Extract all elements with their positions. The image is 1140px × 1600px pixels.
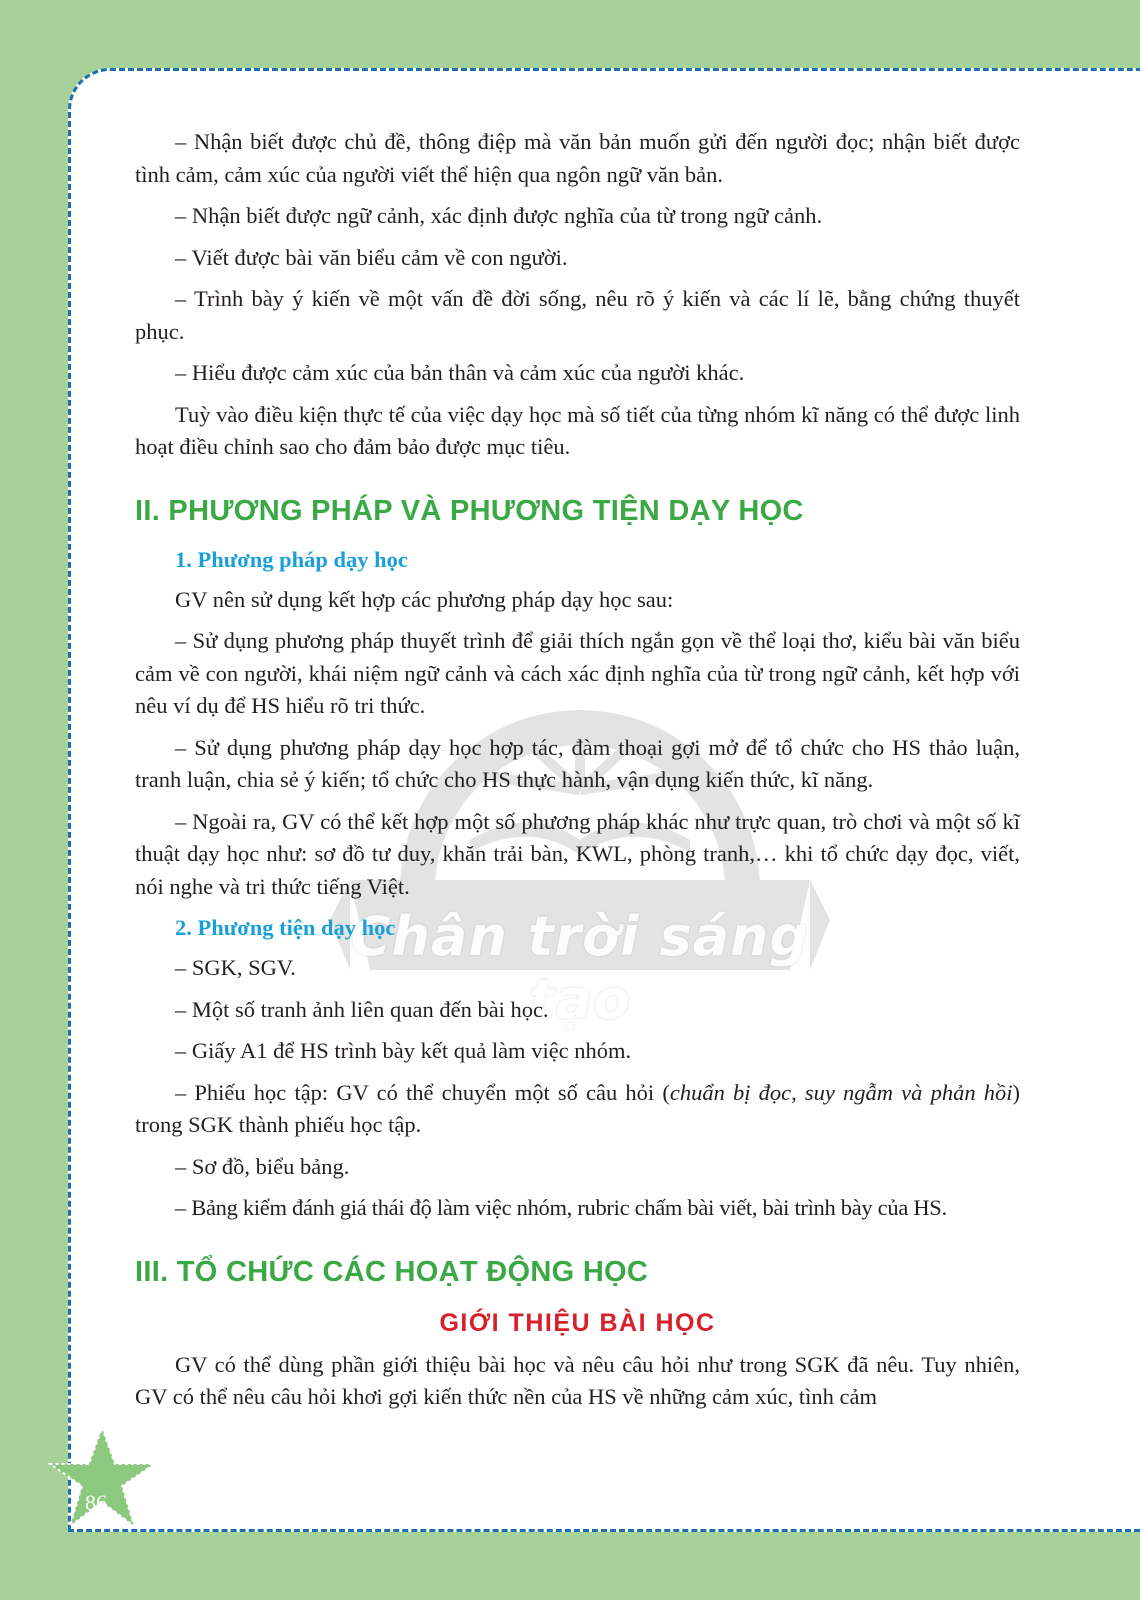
flexibility-note: Tuỳ vào điều kiện thực tế của việc dạy học mà số tiết của từng nhóm kĩ năng có thể được linh hoạt điều chỉnh sao cho đảm bảo được mục tiêu.: [135, 401, 1020, 459]
materials-subheading: 2. Phương tiện dạy học: [175, 915, 396, 940]
material-item: – Một số tranh ảnh liên quan đến bài học.: [175, 996, 549, 1022]
worksheet-text-italic: chuẩn bị đọc, suy ngẫm và phản hồi: [669, 1079, 1013, 1105]
objective-bullet-1: – Nhận biết được chủ đề, thông điệp mà văn bản muốn gửi đến người đọc; nhận biết được tình cảm, cảm xúc của người viết thể hiện qua ngôn ngữ văn bản.: [135, 129, 1020, 187]
objective-bullet-5: – Hiểu được cảm xúc của bản thân và cảm xúc của người khác.: [175, 360, 745, 385]
intro-heading: GIỚI THIỆU BÀI HỌC: [439, 1308, 716, 1337]
page-content: [135, 126, 1020, 1423]
methods-subheading: 1. Phương pháp dạy học: [175, 546, 408, 572]
method-item: – Sử dụng phương pháp dạy học hợp tác, đàm thoại gợi mở để tổ chức cho HS thảo luận, tranh luận, chia sẻ ý kiến; tổ chức cho HS thực hành, vận dụng kiến thức, kĩ năng.: [135, 734, 1020, 792]
method-item: – Sử dụng phương pháp thuyết trình để giải thích ngắn gọn về thể loại thơ, kiểu bài văn biểu cảm về con người, khái niệm ngữ cảnh và cách xác định nghĩa của từ trong ngữ cảnh, kết hợp với nêu ví dụ để HS hiểu rõ tri thức.: [135, 628, 1020, 718]
material-item: – Bảng kiểm đánh giá thái độ làm việc nhóm, rubric chấm bài viết, bài trình bày của HS.: [175, 1195, 947, 1220]
method-item: – Ngoài ra, GV có thể kết hợp một số phương pháp khác như trực quan, trò chơi và một số kĩ thuật dạy học như: sơ đồ tư duy, khăn trải bàn, KWL, phòng tranh,… khi tổ chức dạy đọc, viết, nói nghe và tri thức tiếng Việt.: [135, 808, 1020, 899]
methods-intro: GV nên sử dụng kết hợp các phương pháp dạy học sau:: [175, 586, 674, 612]
objective-bullet-3: – Viết được bài văn biểu cảm về con người.: [175, 244, 568, 270]
material-item: – Sơ đồ, biểu bảng.: [175, 1153, 350, 1179]
watermark-text: Chân trời sáng tạo: [350, 905, 810, 1031]
worksheet-text-before: – Phiếu học tập: GV có thể chuyển một số câu hỏi (: [175, 1079, 670, 1105]
objective-bullet-2: – Nhận biết được ngữ cảnh, xác định được nghĩa của từ trong ngữ cảnh.: [175, 203, 823, 228]
page-number: 86: [85, 1490, 107, 1515]
section-2-heading: II. PHƯƠNG PHÁP VÀ PHƯƠNG TIỆN DẠY HỌC: [135, 494, 804, 527]
objective-bullet-4: – Trình bày ý kiến về một vấn đề đời sống, nêu rõ ý kiến và các lí lẽ, bằng chứng thuyết phục.: [135, 286, 1020, 344]
worksheet-text-after: ) trong SGK thành phiếu học tập.: [135, 1079, 1020, 1137]
material-item: – Giấy A1 để HS trình bày kết quả làm việc nhóm.: [175, 1038, 632, 1063]
material-item: – SGK, SGV.: [175, 955, 296, 980]
intro-paragraph: GV có thể dùng phần giới thiệu bài học và nêu câu hỏi như trong SGK đã nêu. Tuy nhiên, GV có thể nêu câu hỏi khơi gợi kiến thức nền của HS về những cảm xúc, tình cảm: [135, 1351, 1020, 1409]
section-3-heading: III. TỔ CHỨC CÁC HOẠT ĐỘNG HỌC: [135, 1255, 649, 1288]
worksheet-item: [135, 1077, 1020, 1142]
